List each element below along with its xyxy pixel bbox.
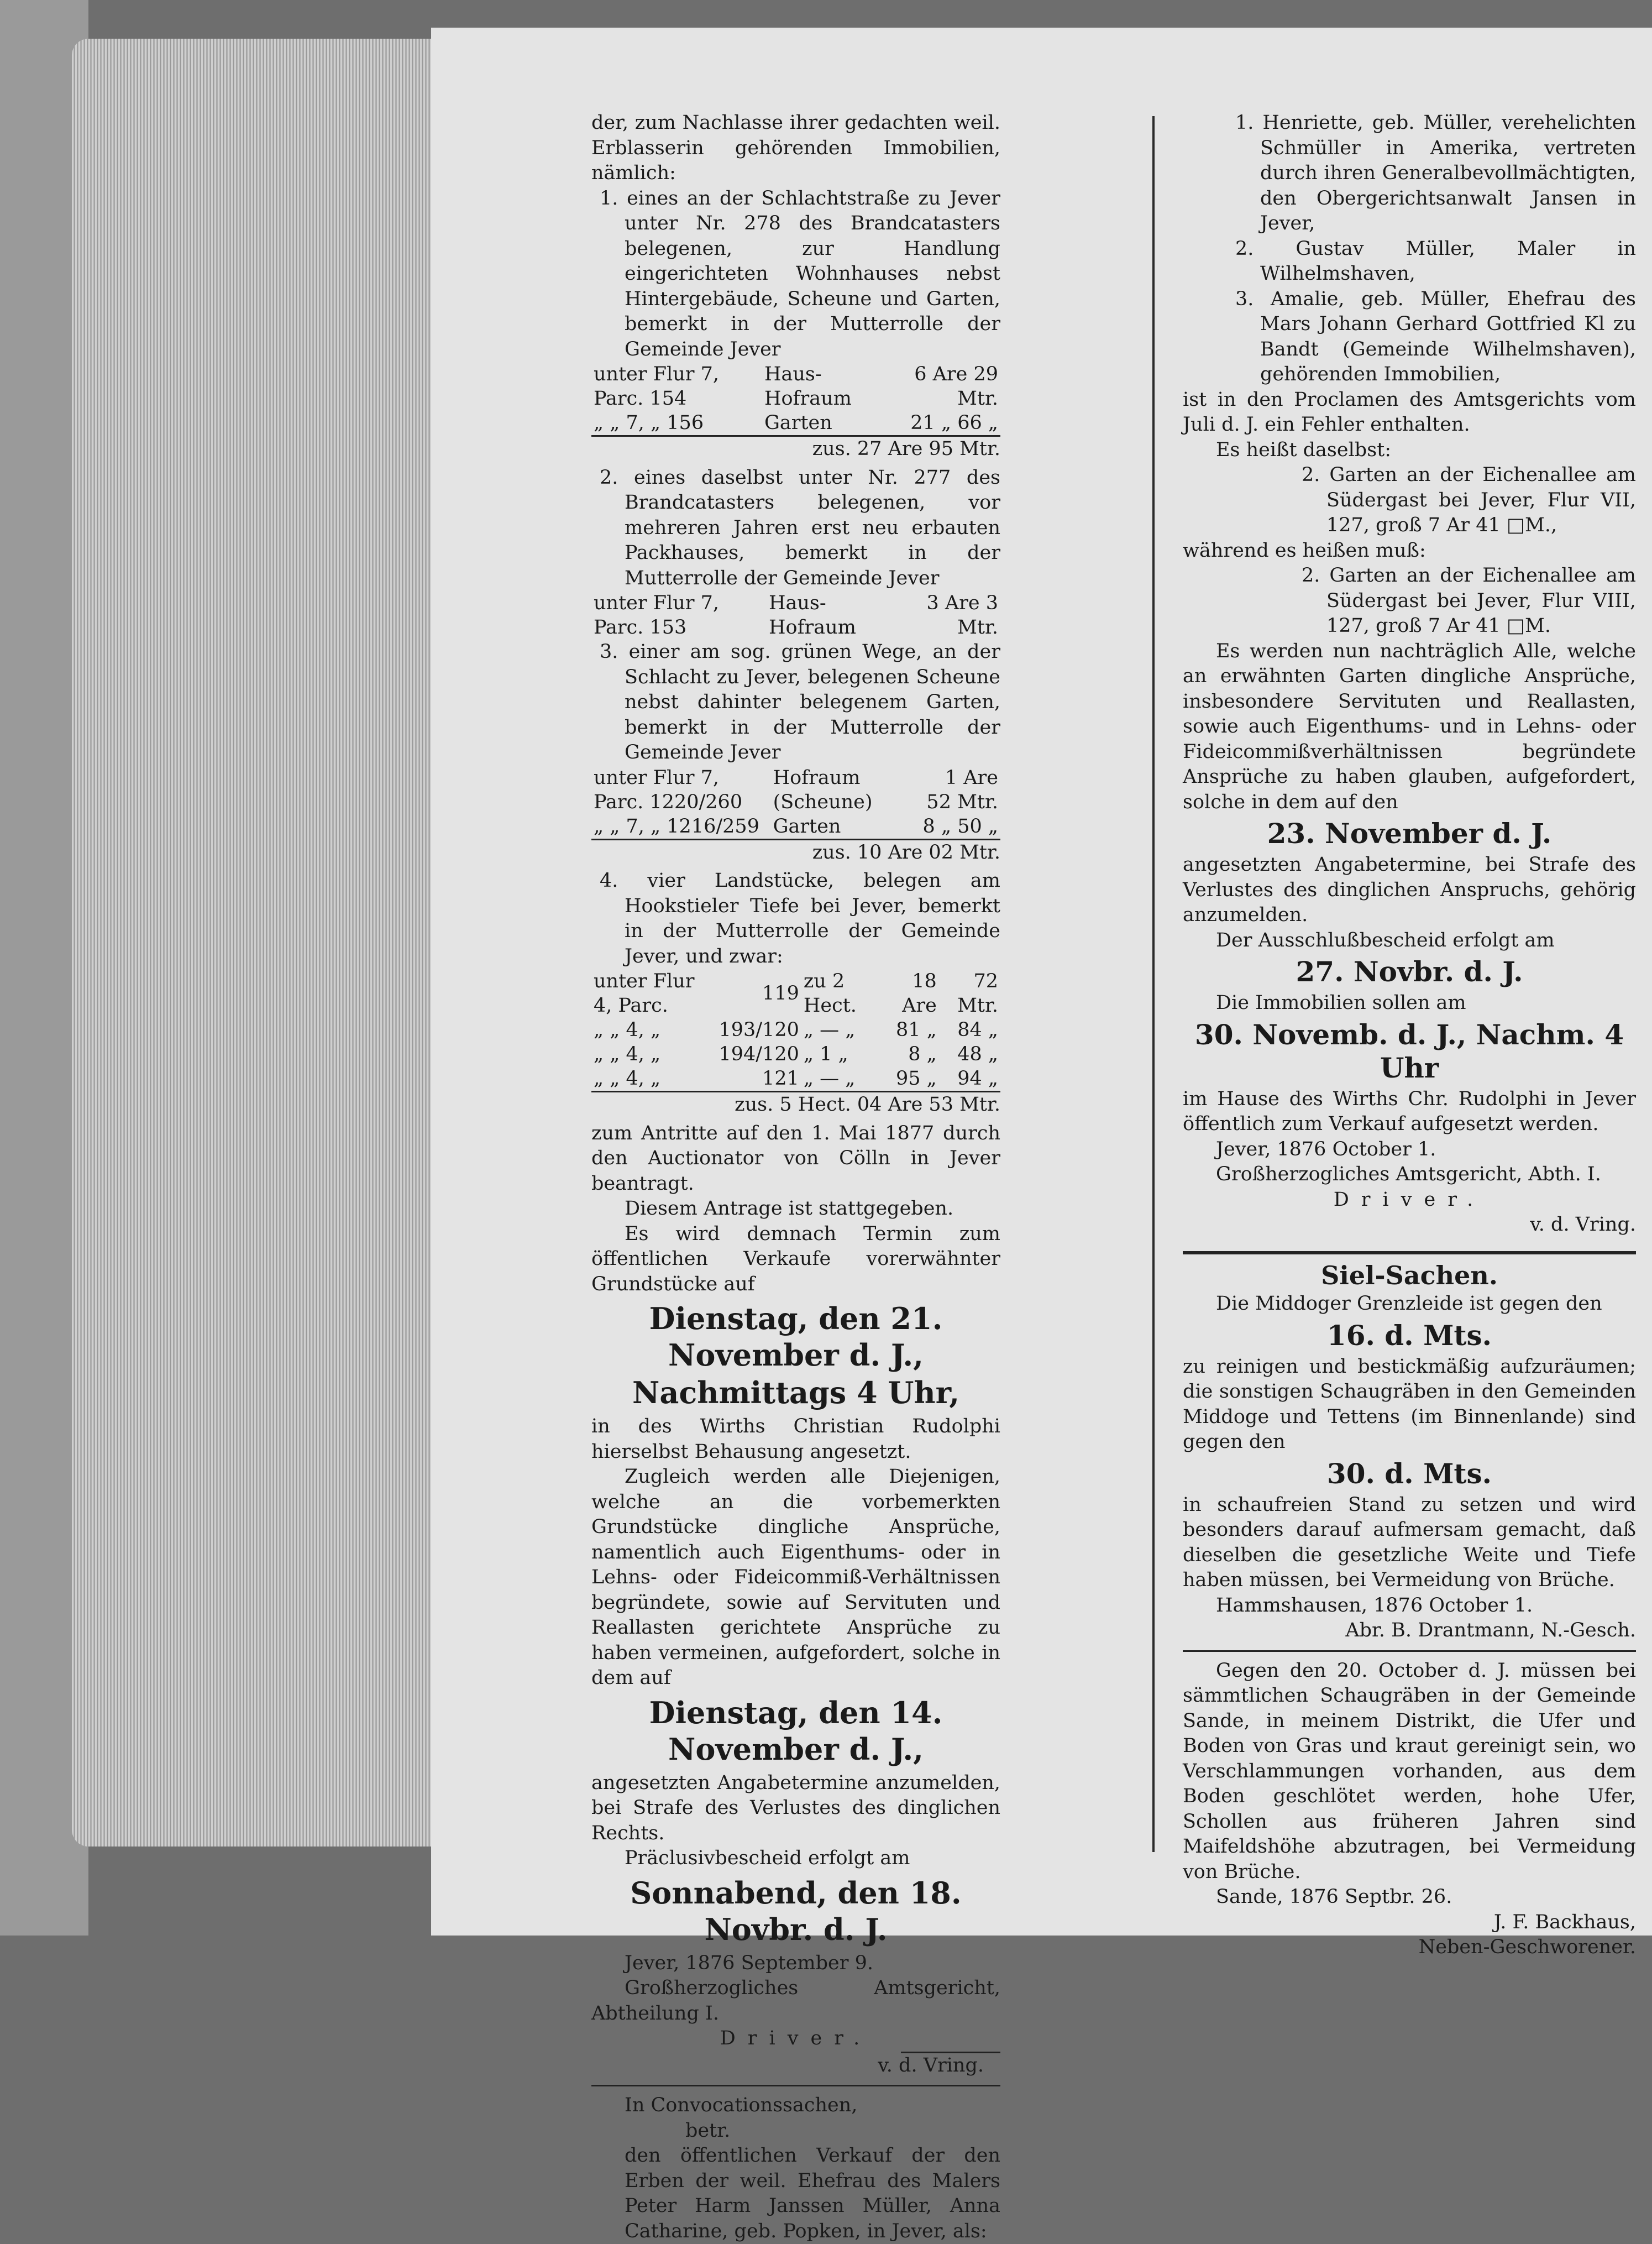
date-heading-s1: 16. d. Mts. — [1326, 1319, 1492, 1352]
parcel-are: 95 „ — [884, 1066, 939, 1092]
convocation-text: den öffentlichen Verkauf der den Erben der weil. Ehefrau des Malers Peter Harm Janssen Müller, Anna Catharine, geb. Popken, in Jever, als: — [625, 2144, 1000, 2242]
signature-backhaus: J. F. Backhaus, — [1493, 1911, 1636, 1933]
left-column — [591, 111, 1000, 2244]
item-2: 2. eines daselbst unter Nr. 277 des Brandcatasters belegenen, vor mehreren Jahren erst neu erbauten Packhauses, bemerkt in der Mutterrolle der Gemeinde Jever — [600, 466, 1000, 589]
werden-text: Es werden nun nachträglich Alle, welche an erwähnten Garten dingliche Ansprüche, insbesondere Servituten und Reallasten, sowie auch Eigenthums- und in Lehns- oder Fideicommißverhältnissen begründete Ansprüche zu haben glauben, aufgefordert, solche in dem auf den — [1183, 640, 1636, 813]
parcel-table-4 — [591, 969, 1000, 1092]
heir-1: 1. Henriette, geb. Müller, verehelichten Schmüller in Amerika, vertreten durch ihren Generalbevollmächtigten, den Obergerichtsanwalt Jansen in Jever, — [1235, 112, 1636, 234]
date-heading-1b: Nachmittags 4 Uhr, — [632, 1375, 960, 1410]
middoger-text: Die Middoger Grenzleide ist gegen den — [1216, 1293, 1602, 1315]
parcel-are: 18 Are — [902, 970, 937, 1017]
date-heading-1a: Dienstag, den 21. November d. J., — [649, 1301, 943, 1373]
parcel-number: 119 — [762, 982, 799, 1005]
place-date: Jever, 1876 September 9. — [625, 1952, 873, 1974]
convocation-betr: betr. — [685, 2119, 731, 2142]
signature-backhaus-title: Neben-Geschworener. — [1418, 1936, 1636, 1958]
parcel-type: Hofraum (Scheune) — [773, 766, 873, 813]
parcel-type: Garten — [771, 814, 916, 840]
court-name: Großherzogliches Amtsgericht, Abtheilung I. — [591, 1977, 1000, 2025]
angabe-text: angesetzten Angabetermine, bei Strafe des Verlustes des dinglichen Anspruchs, gehörig anzumelden. — [1183, 854, 1636, 926]
parcel-size: 21 „ 66 „ — [896, 411, 1000, 436]
parcel-table-3 — [591, 766, 1000, 840]
newspaper-page — [431, 28, 1652, 2242]
date-heading-s2: 30. d. Mts. — [1326, 1457, 1492, 1490]
signature-vring: v. d. Vring. — [878, 2054, 984, 2076]
heisst-text: Es heißt daselbst: — [1216, 438, 1392, 461]
parcel-ref: unter Flur 7, Parc. 153 — [594, 592, 719, 639]
signature-driver: Driver. — [720, 2027, 872, 2049]
hause-text: im Hause des Wirths Chr. Rudolphi in Jever öffentlich zum Verkauf aufgesetzt werden. — [1183, 1087, 1636, 1135]
parcel-type: Haus- Hofraum — [764, 363, 852, 410]
parcel-type: Garten — [762, 411, 896, 436]
immobilien-text: Die Immobilien sollen am — [1216, 992, 1466, 1014]
parcel-ref: „ „ 7, „ 1216/259 — [591, 814, 771, 840]
parcel-mtr: 94 „ — [939, 1066, 1000, 1092]
right-column — [1183, 111, 1636, 1960]
parcel-hect: „ — „ — [803, 1019, 856, 1041]
date-heading-r3: 30. Novemb. d. J., Nachm. 4 Uhr — [1194, 1018, 1624, 1084]
parcel-type: Haus- Hofraum — [769, 592, 856, 639]
parcel-ref: „ „ 4, „ — [594, 1043, 661, 1065]
parcel-size: 3 Are 3 Mtr. — [926, 592, 998, 639]
antritt-text: zum Antritte auf den 1. Mai 1877 durch den Auctionator von Cölln in Jever beantragt. — [591, 1122, 1000, 1195]
parcel-ref: unter Flur 7, Parc. 1220/260 — [594, 766, 743, 813]
item-4: 4. vier Landstücke, belegen am Hookstieler Tiefe bei Jever, bemerkt in der Mutterrolle der Gemeinde Jever, und zwar: — [600, 870, 1000, 967]
parcel-size: 8 „ 50 „ — [916, 814, 1000, 840]
date-heading-3: Sonnabend, den 18. Novbr. d. J. — [630, 1875, 962, 1947]
parcel-table-2 — [591, 591, 1000, 640]
gegen-text: Gegen den 20. October d. J. müssen bei sämmtlichen Schaugräben in der Gemeinde Sande, in meinem Distrikt, die Ufer und Boden von Gras und kraut gereinigt sein, wo Verschlammungen vorhanden, aus dem Boden geschlötet werden, hohe Ufer, Schollen aus früheren Jahren sind Maifeldshöhe abzutragen, bei Vermeidung von Brüche. — [1183, 1659, 1636, 1883]
parcel-mtr: 72 Mtr. — [957, 970, 998, 1017]
reinigen-text: zu reinigen und bestickmäßig aufzuräumen; die sonstigen Schaugräben in den Gemeinden Middoge und Tettens (im Binnenlande) sind gegen den — [1183, 1355, 1636, 1453]
praeclusiv-text: Präclusivbescheid erfolgt am — [625, 1847, 910, 1869]
parcel-mtr: 84 „ — [957, 1019, 998, 1041]
place-date-sande: Sande, 1876 Septbr. 26. — [1216, 1886, 1452, 1908]
parcel-mtr: 48 „ — [957, 1043, 998, 1065]
termin-text: Es wird demnach Termin zum öffentlichen Verkaufe vorerwähnter Grundstücke auf — [591, 1222, 1000, 1295]
signature-drantmann: Abr. B. Drantmann, N.-Gesch. — [1345, 1619, 1636, 1641]
section-divider-thick — [1183, 1251, 1636, 1254]
parcel-number: 121 — [716, 1066, 801, 1092]
place-date-r: Jever, 1876 October 1. — [1216, 1138, 1436, 1160]
book-page-edges — [72, 39, 437, 1847]
zugleich-text: Zugleich werden alle Diejenigen, welche an die vorbemerkten Grundstücke dingliche Ansprüche, namentlich auch Eigenthums- oder in Lehns- oder Fideicommiß-Verhältnissen begründete, sowie auf Servituten und Reallasten gerichtete Ansprüche zu haben vermeinen, aufgefordert, solche in dem auf — [591, 1466, 1000, 1689]
waehrend-text: während es heißen muß: — [1183, 539, 1426, 562]
siel-heading: Siel-Sachen. — [1321, 1260, 1498, 1290]
date-heading-2: Dienstag, den 14. November d. J., — [649, 1694, 943, 1767]
schaufrei-text: in schaufreien Stand zu setzen und wird besonders darauf aufmersam gemacht, daß dieselben die gesetzliche Weite und Tiefe haben müssen, bei Vermeidung von Brüche. — [1183, 1493, 1636, 1591]
parcel-ref: „ „ 4, „ — [591, 1066, 716, 1092]
wirth-text: in des Wirths Christian Rudolphi hierselbst Behausung angesetzt. — [591, 1415, 1000, 1463]
parcel-ref: „ „ 4, „ — [594, 1019, 661, 1041]
quote-correct: 2. Garten an der Eichenallee am Südergast bei Jever, Flur VIII, 127, groß 7 Ar 41 □M. — [1302, 564, 1636, 637]
signature-driver-r: Driver. — [1333, 1188, 1486, 1211]
parcel-ref: unter Flur 4, Parc. — [594, 970, 695, 1017]
parcel-size: 1 Are 52 Mtr. — [926, 766, 998, 813]
date-heading-r1: 23. November d. J. — [1267, 817, 1552, 850]
signature-vring-r: v. d. Vring. — [1530, 1213, 1636, 1236]
parcel-are: 8 „ — [908, 1043, 937, 1065]
parcel-hect: „ 1 „ — [803, 1043, 848, 1065]
place-date-s: Hammshausen, 1876 October 1. — [1216, 1594, 1533, 1617]
parcel-number: 193/120 — [719, 1019, 799, 1041]
parcel-hect: zu 2 Hect. — [803, 970, 857, 1017]
ausschluss-text: Der Ausschlußbescheid erfolgt am — [1216, 929, 1555, 951]
quote-wrong: 2. Garten an der Eichenallee am Südergast bei Jever, Flur VII, 127, groß 7 Ar 41 □M., — [1302, 464, 1636, 536]
parcel-size: 6 Are 29 Mtr. — [914, 363, 998, 410]
court-name-r: Großherzogliches Amtsgericht, Abth. I. — [1216, 1163, 1601, 1185]
heir-2: 2. Gustav Müller, Maler in Wilhelmshaven, — [1235, 237, 1636, 285]
parcel-ref: unter Flur 7, Parc. 154 — [594, 363, 719, 410]
section-divider — [591, 2085, 1000, 2086]
item-3: 3. einer am sog. grünen Wege, an der Schlacht zu Jever, belegenen Scheune nebst dahinter belegenem Garten, bemerkt in der Mutterrolle der Gemeinde Jever — [600, 641, 1000, 763]
parcel-ref: „ „ 7, „ 156 — [591, 411, 762, 436]
parcel-table-1 — [591, 362, 1000, 437]
column-divider — [1152, 116, 1155, 1852]
section-divider-2 — [1183, 1650, 1636, 1652]
parcel-sum-1: zus. 27 Are 95 Mtr. — [812, 438, 1000, 460]
parcel-number: 194/120 — [719, 1043, 799, 1065]
convocation-heading: In Convocationssachen, — [625, 2094, 858, 2116]
heir-3: 3. Amalie, geb. Müller, Ehefrau des Mars Johann Gerhard Gottfried Kl zu Bandt (Gemeinde Wilhelmshaven), gehörenden Immobilien, — [1235, 287, 1636, 385]
angesetzt-text: angesetzten Angabetermine anzumelden, bei Strafe des Verlustes des dinglichen Rechts. — [591, 1771, 1000, 1844]
date-heading-r2: 27. Novbr. d. J. — [1296, 955, 1523, 988]
stattgegeben-text: Diesem Antrage ist stattgegeben. — [625, 1197, 954, 1220]
parcel-sum-3: zus. 10 Are 02 Mtr. — [812, 841, 1000, 864]
parcel-hect: „ — „ — [801, 1066, 884, 1092]
proclam-text: ist in den Proclamen des Amtsgerichts vom Juli d. J. ein Fehler enthalten. — [1183, 388, 1636, 436]
item-1: 1. eines an der Schlachtstraße zu Jever unter Nr. 278 des Brandcatasters belegenen, zur Handlung eingerichteten Wohnhauses nebst Hintergebäude, Scheune und Garten, bemerkt in der Mutterrolle der Gemeinde Jever — [600, 187, 1000, 360]
parcel-sum-4: zus. 5 Hect. 04 Are 53 Mtr. — [735, 1094, 1000, 1116]
parcel-are: 81 „ — [896, 1019, 937, 1041]
intro-text: der, zum Nachlasse ihrer gedachten weil. Erblasserin gehörenden Immobilien, nämlich: — [591, 112, 1000, 184]
